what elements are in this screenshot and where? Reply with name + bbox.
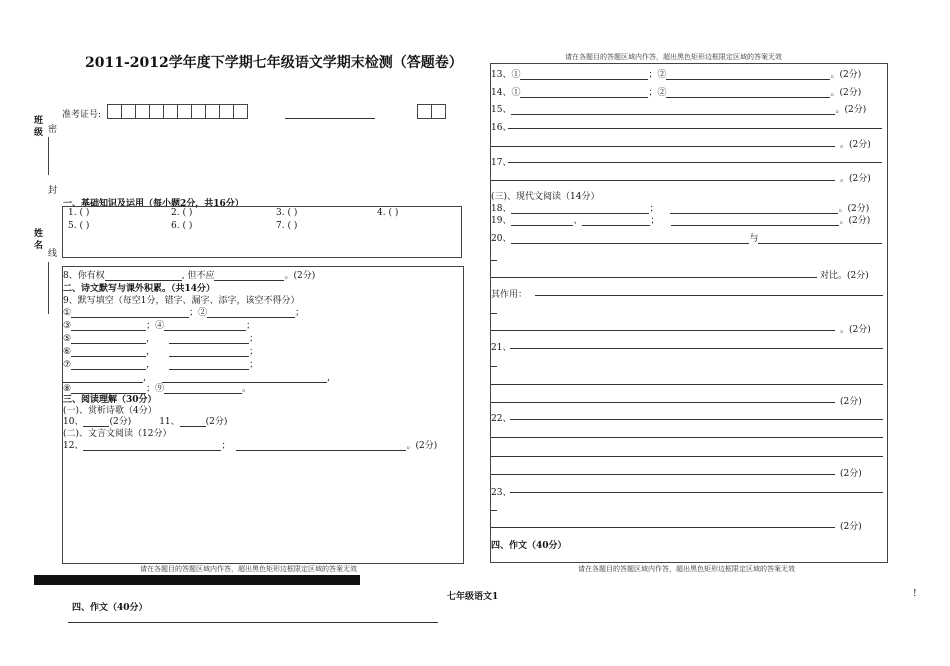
q17-score: 。(2分) [840,174,871,184]
q20[interactable] [491,231,882,244]
q19-score: 。(2分) [839,216,871,226]
section-3c-heading: (三)、现代文阅读（14分） [491,192,600,202]
q16-line-2[interactable] [491,146,835,147]
q10-label: 10、 [63,417,84,427]
q14-score: 。(2分) [830,88,862,98]
recite-c1: ① [63,308,72,318]
q21-score: (2分) [840,397,862,407]
recite-c8: ， [146,334,156,344]
q23-line-1[interactable] [510,492,883,493]
recite-row-5[interactable] [63,357,258,370]
recite-c6: ； [246,321,256,331]
q22-line-2[interactable] [491,437,883,438]
q11-score: (2分) [205,417,228,427]
q23-score: (2分) [840,522,862,532]
q13-sep: ；② [648,70,667,80]
recite-c2: ；② [189,308,208,318]
page-footer: 七年级语文1 [447,592,499,602]
recite-c5: ；④ [146,321,165,331]
q8-text-b: , 但不应 [181,271,215,281]
q23-line-2[interactable] [491,527,835,528]
recite-c10: ⑥ [63,347,72,357]
q23-label: 23、 [491,488,512,498]
recite-c4: ③ [63,321,72,331]
recite-c20: 。 [242,384,252,394]
section-3-heading: 三、阅读理解（30分） [63,395,157,405]
recite-c9: ； [249,334,259,344]
q8-text-a: 8、你有权 [63,271,105,281]
recite-row-3[interactable] [63,331,258,344]
q15-label: 15、 [491,105,512,115]
recite-row-1[interactable] [63,305,304,318]
section-1-heading: 一、基础知识及运用（每小题2分，共16分） [63,199,244,209]
q20-effect-line-1[interactable] [535,295,883,296]
q23-dash [491,510,497,511]
q12-score: 。(2分) [406,441,438,451]
recite-c15: ； [249,360,259,370]
q18-label: 18、 [491,204,512,214]
notice-left: 请在各题目的答题区域内作答，超出黑色矩形边框限定区域的答案无效 [140,565,357,573]
q20-dash [491,260,497,261]
name-label-1: 姓 [34,229,44,239]
recite-c11: ， [146,347,156,357]
q21-line-2[interactable] [491,384,883,385]
section-4-heading-right: 四、作文（40分） [491,541,567,551]
q20-dash-2 [491,313,497,314]
q21-line-3[interactable] [491,402,835,403]
q19-label: 19、 [491,216,512,226]
q22-score: (2分) [840,469,862,479]
q14-sep: ；② [648,88,667,98]
q22-line-3[interactable] [491,456,883,457]
mc-answer-6[interactable]: 6. ( ) [171,221,193,231]
q10-score: (2分) [109,417,132,427]
q12-sep: ； [221,441,231,451]
q13-label: 13、① [491,70,521,80]
q20-label: 20、 [491,234,512,244]
q22-label: 22、 [491,414,512,424]
recite-c14: ， [146,360,156,370]
side-divider-2 [48,262,49,314]
q16-score: 。(2分) [840,140,871,150]
recite-c3: ； [295,308,305,318]
q18-score: 。(2分) [838,204,870,214]
q16-label: 16、 [491,123,512,133]
right-answer-box [490,63,888,563]
q21-line-1[interactable] [510,348,883,349]
q22-line-1[interactable] [510,419,883,420]
q20-with: 与 [749,234,759,244]
q20-effect-line-2[interactable] [491,330,835,331]
q17-line-1[interactable] [508,162,882,163]
mc-answer-5[interactable]: 5. ( ) [68,221,90,231]
recite-c18: ⑧ [63,384,72,394]
mc-answer-3[interactable]: 3. ( ) [276,208,298,218]
q15-score: 。(2分) [835,105,867,115]
seal-label-mi: 密 [48,125,58,135]
q17-line-2[interactable] [491,180,835,181]
seal-label-xian: 线 [48,249,58,259]
q19-sep-1: 、 [573,216,583,226]
q17-label: 17、 [491,158,512,168]
section-3a-heading: (一)、赏析诗歌（4分） [63,406,157,416]
name-label-2: 名 [34,241,44,251]
q20-effect-score: 。(2分) [840,325,871,335]
q18-sep: ； [649,204,659,214]
recite-c19: ；⑨ [146,384,165,394]
recite-c17: ， [327,373,337,383]
class-label-2: 级 [34,128,44,138]
q8-text-c: 。(2分) [284,271,316,281]
class-label-1: 班 [34,116,44,126]
q15[interactable] [491,102,866,115]
q20-effect-label: 其作用： [491,290,528,300]
essay-line-1[interactable] [68,622,438,623]
q20-line-2[interactable] [491,277,817,278]
notice-right-top: 请在各题目的答题区域内作答，超出黑色矩形边框限定区域的答案无效 [565,53,782,61]
recite-row-4[interactable] [63,344,258,357]
mc-answer-4[interactable]: 4. ( ) [377,208,399,218]
recite-c16: ， [143,373,153,383]
q13-score: 。(2分) [830,70,862,80]
q19-sep-2: ； [650,216,660,226]
exam-id-label: 准考证号: [62,110,102,120]
section-2-heading: 二、诗文默写与课外积累。（共14分） [63,284,216,294]
section-4-heading-bottom: 四、作文（40分） [72,603,148,613]
q19[interactable] [491,213,870,226]
q12[interactable] [63,438,437,451]
alignment-bar [34,575,360,585]
recite-c7: ⑤ [63,334,72,344]
page-title: 2011-2012学年度下学期七年级语文学期末检测（答题卷） [85,55,463,71]
q21-label: 21、 [491,343,512,353]
q13[interactable] [491,67,861,80]
q22-line-4[interactable] [491,474,835,475]
seat-boxes[interactable] [418,104,446,119]
q12-label: 12、 [63,441,84,451]
mc-answer-box [62,206,462,258]
q14-label: 14、① [491,88,521,98]
mc-answer-7[interactable]: 7. ( ) [276,221,298,231]
q11-label: 11、 [159,417,180,427]
recite-c13: ⑦ [63,360,72,370]
q20-score: 对比。(2分) [820,271,869,281]
mc-answer-2[interactable]: 2. ( ) [171,208,193,218]
side-divider-1 [48,137,49,175]
q14[interactable] [491,85,861,98]
q8[interactable] [63,268,315,281]
exam-id-boxes[interactable] [108,104,248,119]
exam-id-line[interactable] [285,118,375,119]
q21-dash [491,366,497,367]
section-3b-heading: (二)、文言文阅读（12分） [63,429,172,439]
recite-row-2[interactable] [63,318,255,331]
seal-label-feng: 封 [48,186,58,196]
stray-mark: ! [913,589,917,599]
mc-answer-1[interactable]: 1. ( ) [68,208,90,218]
q16-line-1[interactable] [508,128,882,129]
recite-c12: ； [249,347,259,357]
notice-right-bottom: 请在各题目的答题区域内作答，超出黑色矩形边框限定区域的答案无效 [578,565,795,573]
q9-instruction: 9、默写填空（每空1分，错字、漏字、添字，该空不得分） [63,296,300,306]
